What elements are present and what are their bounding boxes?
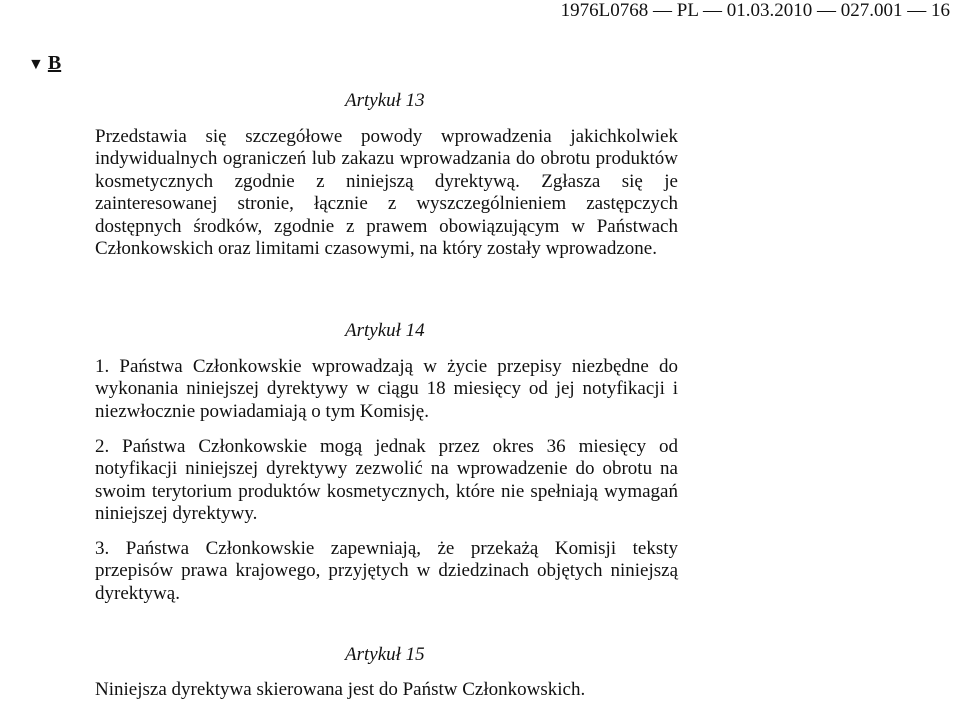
article-15-title: Artykuł 15 <box>345 644 425 665</box>
triangle-down-icon: ▼ <box>28 56 44 73</box>
article-13-text: Przedstawia się szczegółowe powody wprowadzenia jakichkolwiek indywidualnych ograniczeń lub zakazu wprowadzania do obrotu produktów kosmetycznych zgodnie z niniejszą dyrektywą. Zgłasza się je zainteresowanej stronie, łącznie z wyszczególnieniem zastępczych dostępnych środków, zgodnie z prawem obowiązującym w Państwach Członkowskich oraz limitami czasowymi, na który zostały wprowadzone. <box>95 126 678 260</box>
document-reference-header: 1976L0768 — PL — 01.03.2010 — 027.001 — 16 <box>560 0 950 21</box>
amendment-marker-label: B <box>47 52 62 74</box>
article-14-paragraph-2: 2. Państwa Członkowskie mogą jednak przez okres 36 miesięcy od notyfikacji niniejszej dyrektywy zezwolić na wprowadzenie do obrotu na swoim terytorium produktów kosmetycznych, które nie spełniają wymagań niniejszej dyrektywy. <box>95 436 678 525</box>
article-14-title: Artykuł 14 <box>345 320 425 341</box>
article-13-title: Artykuł 13 <box>345 90 425 111</box>
article-14-paragraph-1: 1. Państwa Członkowskie wprowadzają w życie przepisy niezbędne do wykonania niniejszej dyrektywy w ciągu 18 miesięcy od jej notyfikacji i niezwłocznie powiadamiają o tym Komisję. <box>95 356 678 422</box>
article-15-text: Niniejsza dyrektywa skierowana jest do Państw Członkowskich. <box>95 679 586 700</box>
amendment-marker <box>28 52 61 75</box>
article-14-paragraph-3: 3. Państwa Członkowskie zapewniają, że przekażą Komisji teksty przepisów prawa krajowego, przyjętych w dziedzinach objętych niniejszą dyrektywą. <box>95 538 678 604</box>
